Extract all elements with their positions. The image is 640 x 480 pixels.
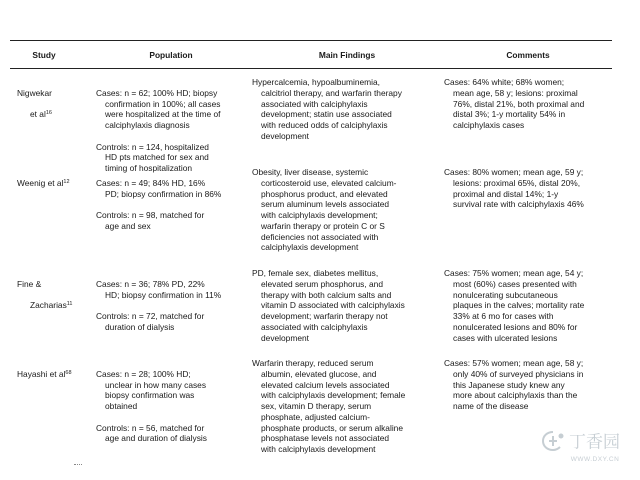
row3-population bbox=[96, 268, 246, 343]
row2-main-findings: Obesity, liver disease, systemic corticosteroid use, elevated calcium- phosphorus product, and elevated serum aluminum levels associated with calciphylaxis development; warfarin therapy or protein C or S deficiencies not associated with calciphylaxis development bbox=[252, 167, 397, 253]
row1-study-name: Nigwekar bbox=[17, 87, 52, 98]
row2-population bbox=[96, 167, 246, 242]
row3-study-ref: 11 bbox=[66, 301, 73, 308]
row1-population-controls: Controls: n = 124, hospitalized HD pts matched for sex and timing of hospitalization bbox=[96, 141, 209, 173]
row4-population-cases: Cases: n = 28; 100% HD; unclear in how many cases biopsy confirmation was obtained bbox=[96, 368, 207, 411]
row4-comments: Cases: 57% women; mean age, 58 y; only 40% of surveyed physicians in this Japanese study knew any more about calciphylaxis than the name of the disease bbox=[444, 358, 584, 411]
row4-study bbox=[17, 358, 89, 390]
watermark bbox=[540, 430, 620, 464]
row4-study-name: Hayashi et al bbox=[17, 368, 66, 379]
table-header-rule bbox=[10, 68, 612, 69]
row3-comments: Cases: 75% women; mean age, 54 y; most (60%) cases presented with nonulcerating subcutaneous plaques in the calves; mortality rate 33% at 6 mo for cases with nonulcerated lesions and 80% for cases with ulcerated lesions bbox=[444, 268, 585, 343]
row1-main-findings: Hypercalcemia, hypoalbuminemia, calcitriol therapy, and warfarin therapy associated with calciphylaxis development; statin use associated with reduced odds of calciphylaxis development bbox=[252, 77, 402, 141]
row4-main-findings: Warfarin therapy, reduced serum albumin, elevated glucose, and elevated calcium levels associated with calciphylaxis development; female sex, vitamin D therapy, serum phosphate, adjusted calcium- phosphate products, or serum alkaline phosphatase levels not associated with calciphylaxis development bbox=[252, 358, 406, 454]
row2-study bbox=[17, 167, 89, 199]
row3-study-name: Fine & bbox=[17, 278, 42, 289]
row2-population-cases: Cases: n = 49; 84% HD, 16% PD; biopsy confirmation in 86% bbox=[96, 177, 222, 199]
header-population: Population bbox=[149, 50, 193, 60]
header-study: Study bbox=[32, 50, 56, 60]
watermark-url: WWW.DXY.CN bbox=[570, 456, 620, 463]
watermark-logo-icon bbox=[540, 430, 566, 456]
header-main-findings: Main Findings bbox=[318, 50, 376, 60]
row1-comments: Cases: 64% white; 68% women; mean age, 58 y; lesions: proximal 76%, distal 21%, both proximal and distal 3%; 1-y mortality 54% in calciphylaxis cases bbox=[444, 77, 585, 130]
header-comments: Comments bbox=[506, 50, 550, 60]
row2-study-name: Weenig et al bbox=[17, 177, 64, 188]
row1-study bbox=[17, 77, 89, 131]
table-top-rule bbox=[10, 40, 612, 41]
row3-study-name-cont: Zacharias bbox=[30, 300, 67, 311]
row4-population-controls: Controls: n = 56, matched for age and duration of dialysis bbox=[96, 422, 207, 444]
row3-main-findings: PD, female sex, diabetes mellitus, elevated serum phosphorus, and therapy with both calcium salts and vitamin D associated with calciphylaxis development; warfarin therapy not associated with calciphylaxis development bbox=[252, 268, 405, 343]
row1-population-cases: Cases: n = 62; 100% HD; biopsy confirmation in 100%; all cases were hospitalized at the time of calciphylaxis diagnosis bbox=[96, 87, 221, 130]
row2-study-ref: 12 bbox=[63, 178, 70, 185]
row1-study-ref: 16 bbox=[45, 110, 52, 117]
row2-population-controls: Controls: n = 98, matched for age and sex bbox=[96, 210, 205, 231]
row4-population bbox=[96, 358, 246, 455]
row3-population-controls: Controls: n = 72, matched for duration of dialysis bbox=[96, 311, 205, 332]
row2-comments: Cases: 80% women; mean age, 59 y; lesions: proximal 65%, distal 20%, proximal and distal 14%; 1-y survival rate with calciphylaxis 46% bbox=[444, 167, 584, 210]
row1-study-name-cont: et al bbox=[30, 109, 46, 120]
watermark-text: 丁香园 bbox=[569, 432, 620, 452]
row3-study bbox=[17, 268, 89, 322]
row4-study-ref: 68 bbox=[65, 369, 72, 376]
page-footer-mark bbox=[74, 464, 82, 465]
row3-population-cases: Cases: n = 36; 78% PD, 22% HD; biopsy confirmation in 11% bbox=[96, 278, 222, 300]
